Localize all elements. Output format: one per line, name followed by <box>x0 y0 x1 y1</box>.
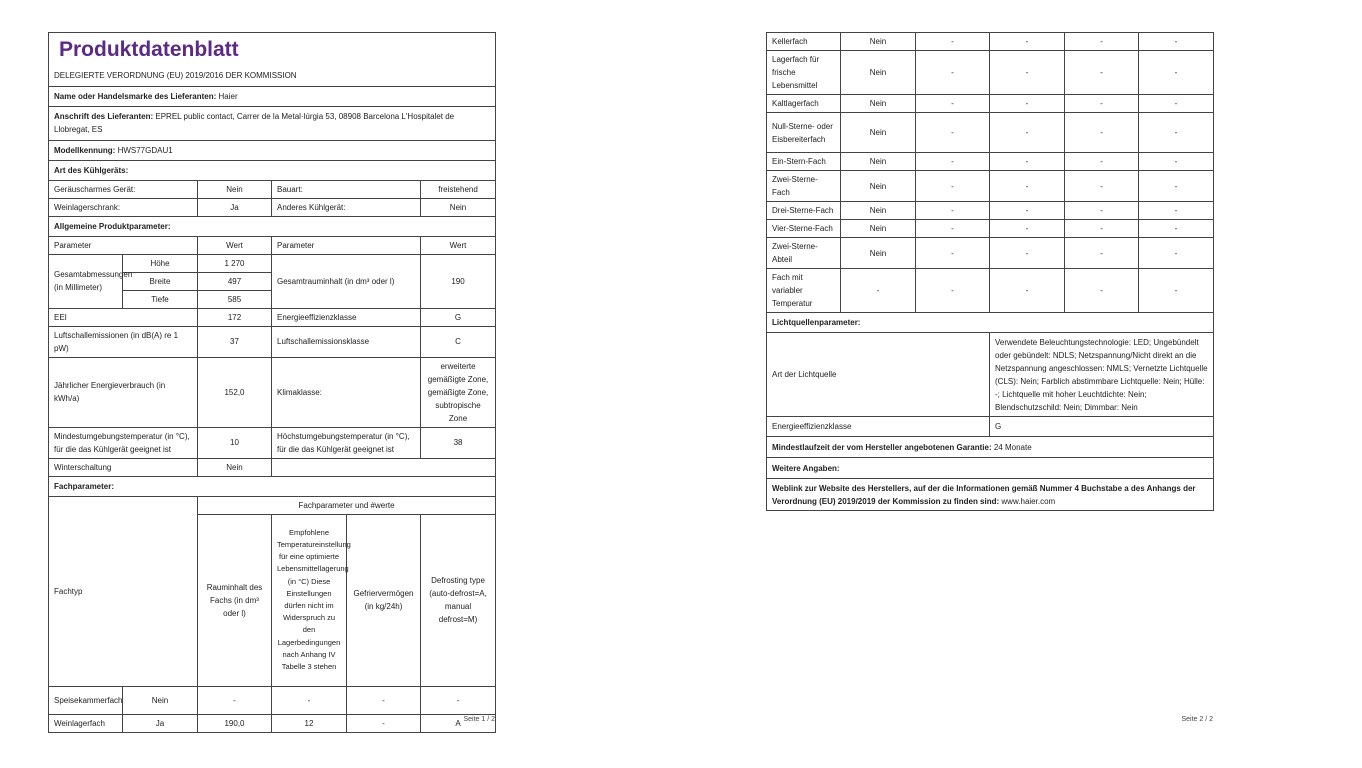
width-label: Breite <box>123 272 198 290</box>
compartment-group-header: Fachparameter und #werte <box>198 496 496 514</box>
width-value: 497 <box>198 272 272 290</box>
build-value: freistehend <box>421 180 496 198</box>
compartment-temp: - <box>990 51 1065 95</box>
weblink-row <box>767 479 1214 511</box>
compartment-name: Lagerfach für frische Lebensmittel <box>767 51 841 95</box>
general-header: Allgemeine Produktparameter: <box>49 216 496 236</box>
compartment-volume: - <box>916 238 990 269</box>
noise-class-value: C <box>421 326 496 357</box>
depth-label: Tiefe <box>123 290 198 308</box>
supplier-value: Haier <box>218 91 238 101</box>
compartment-name: Ein-Stern-Fach <box>767 153 841 171</box>
compartment-name: Weinlagerfach <box>49 714 123 732</box>
compartment-volume: - <box>916 153 990 171</box>
compartment-defrost: - <box>1139 153 1214 171</box>
energy-class-value: G <box>421 308 496 326</box>
compartment-present: Nein <box>841 171 916 202</box>
volume-value: 190 <box>421 254 496 308</box>
compartment-defrost: - <box>1139 238 1214 269</box>
light-type-value: Verwendete Beleuchtungstechnologie: LED; Ungebündelt oder gebündelt: NDLS; Netzspannung/Nicht direkt an die Netzspannung angeschlossen: NMLS; Vernetzte Lichtquelle (CLS): Nein; Farblich abstimmbare Lichtquelle: Nein; Hülle: -; Lichtquelle mit hoher Leuchtdichte: Nein; Blendschutzschild: Nein; Dimmbar: Nein <box>990 333 1214 417</box>
table-row <box>49 686 496 714</box>
type-header: Art des Kühlgeräts: <box>49 160 496 180</box>
compartment-present: Nein <box>841 220 916 238</box>
product-sheet-table <box>48 32 496 733</box>
compartment-freezing: - <box>1065 202 1139 220</box>
compartment-table-continued <box>766 32 1214 511</box>
compartment-temp: - <box>990 33 1065 51</box>
page-number: Seite 1 / 2 <box>463 716 495 723</box>
compartment-present: Nein <box>841 238 916 269</box>
light-header: Lichtquellenparameter: <box>767 313 1214 333</box>
compartment-freezing: - <box>1065 153 1139 171</box>
value-header-2: Wert <box>421 236 496 254</box>
compartment-name: Drei-Sterne-Fach <box>767 202 841 220</box>
table-row <box>767 171 1214 202</box>
address-label: Anschrift des Lieferanten: <box>54 112 154 121</box>
compartment-freezing: - <box>1065 269 1139 313</box>
model-value: HWS77GDAU1 <box>117 145 173 155</box>
compartment-name: Kellerfach <box>767 33 841 51</box>
compartment-defrost: - <box>1139 113 1214 153</box>
compartment-defrost: - <box>1139 95 1214 113</box>
volume-col-header: Rauminhalt des Fachs (in dm³ oder l) <box>198 514 272 686</box>
compartment-volume: - <box>198 686 272 714</box>
compartment-present: Nein <box>841 153 916 171</box>
compartment-freezing: - <box>1065 220 1139 238</box>
table-row <box>767 113 1214 153</box>
compartment-present: Nein <box>841 202 916 220</box>
compartment-freezing: - <box>347 714 421 732</box>
other-appliance-label: Anderes Kühlgerät: <box>272 198 421 216</box>
supplier-row <box>49 86 496 106</box>
compartment-rows <box>767 33 1214 313</box>
compartment-freezing: - <box>1065 51 1139 95</box>
dimensions-label: Gesamtabmessungen (in Millimeter) <box>49 254 123 308</box>
regulation-text: DELEGIERTE VERORDNUNG (EU) 2019/2016 DER KOMMISSION <box>49 65 496 86</box>
min-temp-value: 10 <box>198 427 272 458</box>
max-temp-value: 38 <box>421 427 496 458</box>
weblink-value[interactable]: www.haier.com <box>1001 496 1056 506</box>
param-header-2: Parameter <box>272 236 421 254</box>
depth-value: 585 <box>198 290 272 308</box>
compartment-temp: - <box>990 153 1065 171</box>
compartment-freezing: - <box>1065 238 1139 269</box>
compartment-freezing: - <box>1065 171 1139 202</box>
page-1 <box>48 0 495 733</box>
compartment-volume: - <box>916 202 990 220</box>
compartment-temp: 12 <box>272 714 347 732</box>
compartment-temp: - <box>990 95 1065 113</box>
wine-cabinet-label: Weinlagerschrank: <box>49 198 198 216</box>
compartment-volume: - <box>916 51 990 95</box>
max-temp-label: Höchstumgebungstemperatur (in °C), für die das Kühlgerät geeignet ist <box>272 427 421 458</box>
compartment-present: - <box>841 269 916 313</box>
build-label: Bauart: <box>272 180 421 198</box>
light-class-label: Energieeffizienzklasse <box>767 417 990 437</box>
compartment-volume: - <box>916 113 990 153</box>
temperature-col-header: Empfohlene Temperatureinstellung für eine optimierte Lebensmittellagerung (in °C) Diese Einstellungen dürfen nicht im Widerspruch zu den Lagerbedingungen nach Anhang IV Tabelle 3 stehen <box>272 514 347 686</box>
table-row <box>49 714 496 732</box>
page-2 <box>766 0 1213 723</box>
compartment-temp: - <box>990 202 1065 220</box>
warranty-label: Mindestlaufzeit der vom Hersteller angebotenen Garantie: <box>772 442 992 452</box>
table-row <box>767 95 1214 113</box>
page-title: Produktdatenblatt <box>59 38 239 61</box>
other-appliance-value: Nein <box>421 198 496 216</box>
winter-value: Nein <box>198 458 272 476</box>
compartment-defrost: - <box>1139 269 1214 313</box>
quiet-value: Nein <box>198 180 272 198</box>
page-number: Seite 2 / 2 <box>1181 716 1213 723</box>
fachtyp-label: Fachtyp <box>49 496 198 686</box>
compartment-defrost: - <box>1139 220 1214 238</box>
compartment-volume: - <box>916 269 990 313</box>
climate-label: Klimaklasse: <box>272 357 421 427</box>
compartment-freezing: - <box>1065 95 1139 113</box>
defrost-col-header: Defrosting type (auto-defrost=A, manual defrost=M) <box>421 514 496 686</box>
table-row <box>767 238 1214 269</box>
compartment-present: Nein <box>841 51 916 95</box>
table-row <box>767 269 1214 313</box>
compartment-volume: - <box>916 33 990 51</box>
compartment-volume: - <box>916 220 990 238</box>
compartment-defrost: - <box>1139 51 1214 95</box>
compartment-present: Ja <box>123 714 198 732</box>
winter-label: Winterschaltung <box>49 458 198 476</box>
compartment-present: Nein <box>841 95 916 113</box>
compartment-present: Nein <box>841 113 916 153</box>
compartment-temp: - <box>990 171 1065 202</box>
table-row <box>767 33 1214 51</box>
table-row <box>767 153 1214 171</box>
compartment-name: Kaltlagerfach <box>767 95 841 113</box>
further-header: Weitere Angaben: <box>767 458 1214 479</box>
noise-class-label: Luftschallemissionsklasse <box>272 326 421 357</box>
compartment-temp: - <box>990 238 1065 269</box>
annual-energy-value: 152,0 <box>198 357 272 427</box>
min-temp-label: Mindestumgebungstemperatur (in °C), für die das Kühlgerät geeignet ist <box>49 427 198 458</box>
climate-value: erweiterte gemäßigte Zone, gemäßigte Zone, subtropische Zone <box>421 357 496 427</box>
param-header: Parameter <box>49 236 198 254</box>
table-row <box>767 202 1214 220</box>
compartment-name: Speisekammerfach <box>49 686 123 714</box>
light-class-value: G <box>990 417 1214 437</box>
compartment-name: Null-Sterne- oder Eisbereiterfach <box>767 113 841 153</box>
address-row <box>49 106 496 140</box>
compartment-freezing: - <box>1065 113 1139 153</box>
compartment-present: Nein <box>841 33 916 51</box>
compartment-defrost: - <box>421 686 496 714</box>
compartment-name: Zwei-Sterne-Abteil <box>767 238 841 269</box>
annual-energy-label: Jährlicher Energieverbrauch (in kWh/a) <box>49 357 198 427</box>
value-header: Wert <box>198 236 272 254</box>
warranty-row <box>767 437 1214 458</box>
compartment-name: Zwei-Sterne-Fach <box>767 171 841 202</box>
model-label: Modellkennung: <box>54 145 116 155</box>
table-row <box>767 220 1214 238</box>
light-type-label: Art der Lichtquelle <box>767 333 990 417</box>
eei-value: 172 <box>198 308 272 326</box>
compartment-freezing: - <box>347 686 421 714</box>
compartment-defrost: - <box>1139 202 1214 220</box>
volume-label: Gesamtrauminhalt (in dm³ oder l) <box>272 254 421 308</box>
compartment-present: Nein <box>123 686 198 714</box>
compartment-volume: - <box>916 171 990 202</box>
compartment-header: Fachparameter: <box>49 476 496 496</box>
compartment-temp: - <box>990 113 1065 153</box>
compartment-defrost: A <box>421 714 496 732</box>
warranty-value: 24 Monate <box>993 442 1032 452</box>
wine-cabinet-value: Ja <box>198 198 272 216</box>
eei-label: EEI <box>49 308 198 326</box>
compartment-temp: - <box>272 686 347 714</box>
height-label: Höhe <box>123 254 198 272</box>
compartment-name: Fach mit variabler Temperatur <box>767 269 841 313</box>
model-row <box>49 140 496 160</box>
compartment-volume: - <box>916 95 990 113</box>
height-value: 1 270 <box>198 254 272 272</box>
weblink-label: Weblink zur Website des Herstellers, auf der die Informationen gemäß Nummer 4 Buchstabe a des Anhangs der Verordnung (EU) 2019/2019 der Kommission zu finden sind: <box>772 483 1196 506</box>
quiet-label: Geräuscharmes Gerät: <box>49 180 198 198</box>
compartment-defrost: - <box>1139 171 1214 202</box>
noise-value: 37 <box>198 326 272 357</box>
compartment-freezing: - <box>1065 33 1139 51</box>
compartment-volume: 190,0 <box>198 714 272 732</box>
address-value: EPREL public contact, Carrer de la Metal·lúrgia 53, 08908 Barcelona L'Hospitalet de Llobregat, ES <box>54 112 455 134</box>
compartment-name: Vier-Sterne-Fach <box>767 220 841 238</box>
compartment-defrost: - <box>1139 33 1214 51</box>
compartment-temp: - <box>990 269 1065 313</box>
noise-label: Luftschallemissionen (in dB(A) re 1 pW) <box>49 326 198 357</box>
compartment-temp: - <box>990 220 1065 238</box>
freezing-col-header: Gefriervermögen (in kg/24h) <box>347 514 421 686</box>
table-row <box>767 51 1214 95</box>
empty-cell <box>272 458 496 476</box>
supplier-label: Name oder Handelsmarke des Lieferanten: <box>54 91 217 101</box>
energy-class-label: Energieeffizienzklasse <box>272 308 421 326</box>
